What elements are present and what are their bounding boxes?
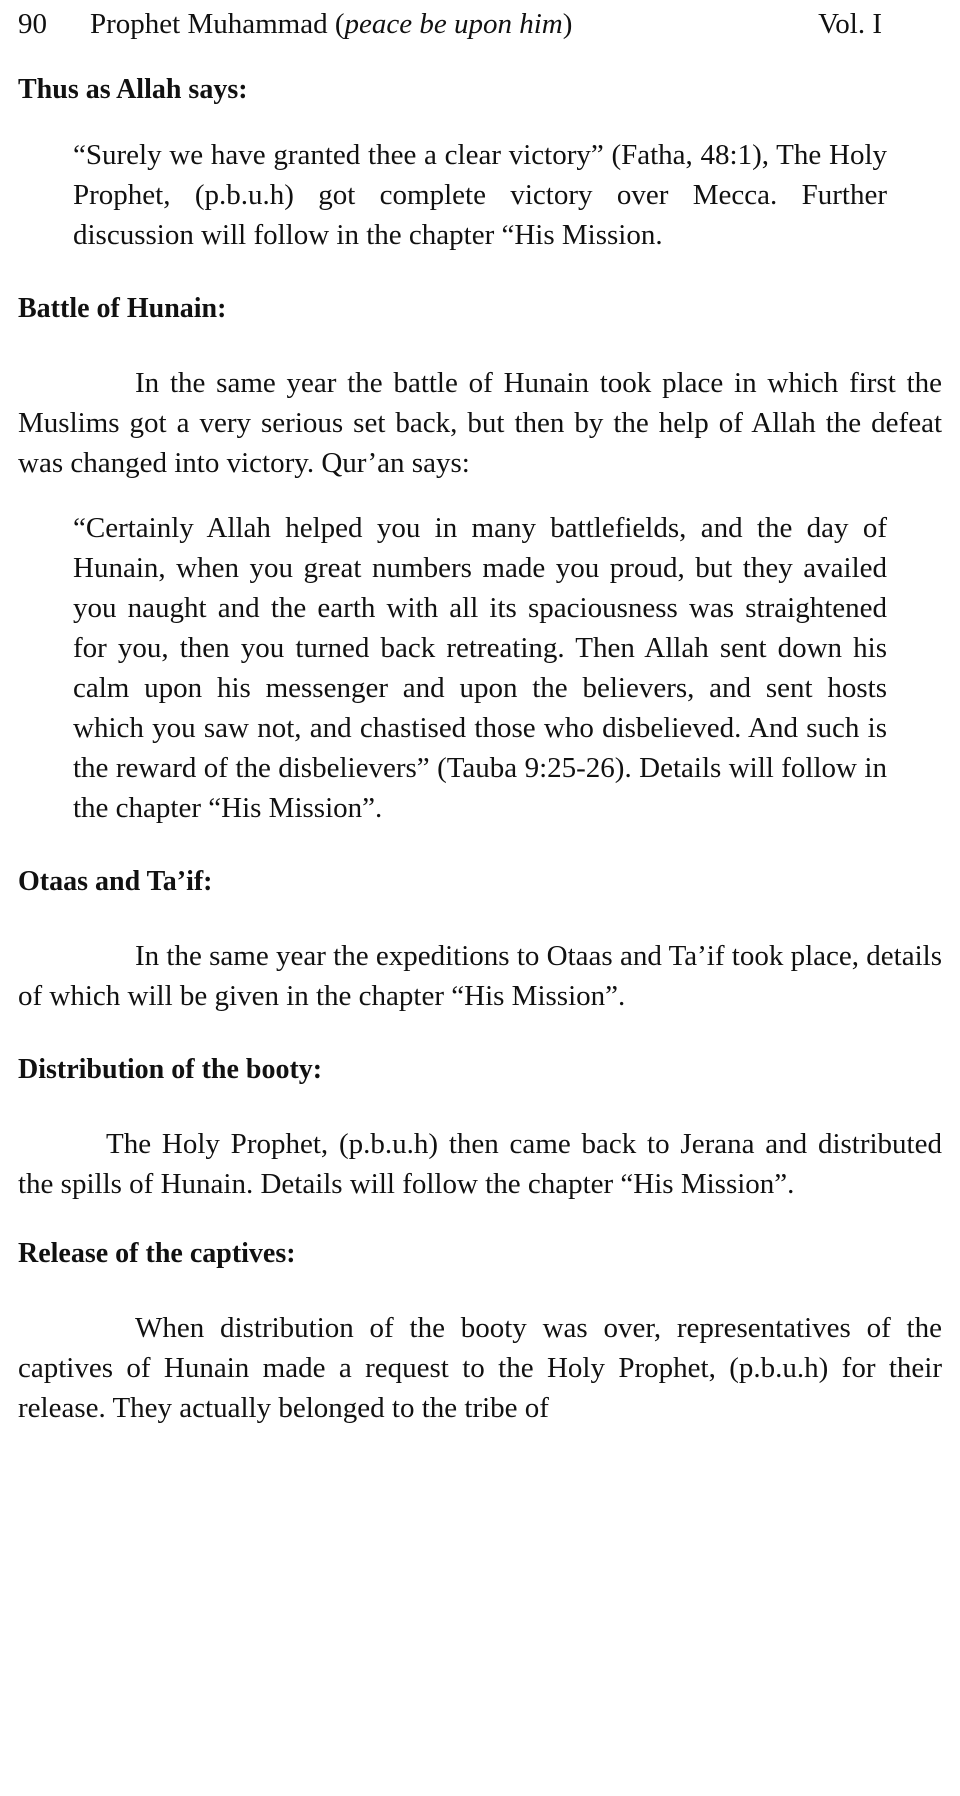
heading-hunain: Battle of Hunain: (18, 293, 227, 324)
heading-otaas: Otaas and Ta’if: (18, 866, 213, 897)
heading-booty: Distribution of the booty: (18, 1054, 323, 1085)
paragraph-booty: The Holy Prophet, (p.b.u.h) then came back to Jerana and distributed the spills of Hunain. Details will follow the chapter “His Mission”. (18, 1128, 942, 1200)
quote-hunain: “Certainly Allah helped you in many battlefields, and the day of Hunain, when you great numbers made you proud, but they availed you naught and the earth with all its spaciousness was straightened for you, then you turned back retreating. Then Allah sent down his calm upon his messenger and upon the believers, and sent hosts which you saw not, and chastised those who disbelieved. And such is the reward of the disbelievers” (Tauba 9:25-26). Details will follow in the chapter “His Mission”. (73, 512, 887, 824)
volume-label: Vol. I (818, 8, 882, 40)
paragraph-captives: When distribution of the booty was over, representatives of the captives of Hunain made a request to the Holy Prophet, (p.b.u.h) for their release. They actually belonged to the tribe of (18, 1312, 942, 1424)
heading-victory: Thus as Allah says: (18, 74, 248, 105)
paragraph-hunain: In the same year the battle of Hunain took place in which first the Muslims got a very serious set back, but then by the help of Allah the defeat was changed into victory. Qur’an says: (18, 367, 942, 479)
book-title-close: ) (562, 8, 573, 40)
page-number: 90 (18, 8, 47, 40)
book-title-italic: peace be upon him (344, 8, 563, 40)
book-title-main: Prophet Muhammad ( (90, 8, 345, 40)
book-title (90, 4, 818, 44)
quote-victory: “Surely we have granted thee a clear victory” (Fatha, 48:1), The Holy Prophet, (p.b.u.h) got complete victory over Mecca. Further discussion will follow in the chapter “His Mission. (73, 139, 887, 251)
running-header (18, 4, 942, 48)
heading-captives: Release of the captives: (18, 1238, 296, 1269)
paragraph-otaas: In the same year the expeditions to Otaas and Ta’if took place, details of which will be given in the chapter “His Mission”. (18, 940, 942, 1012)
